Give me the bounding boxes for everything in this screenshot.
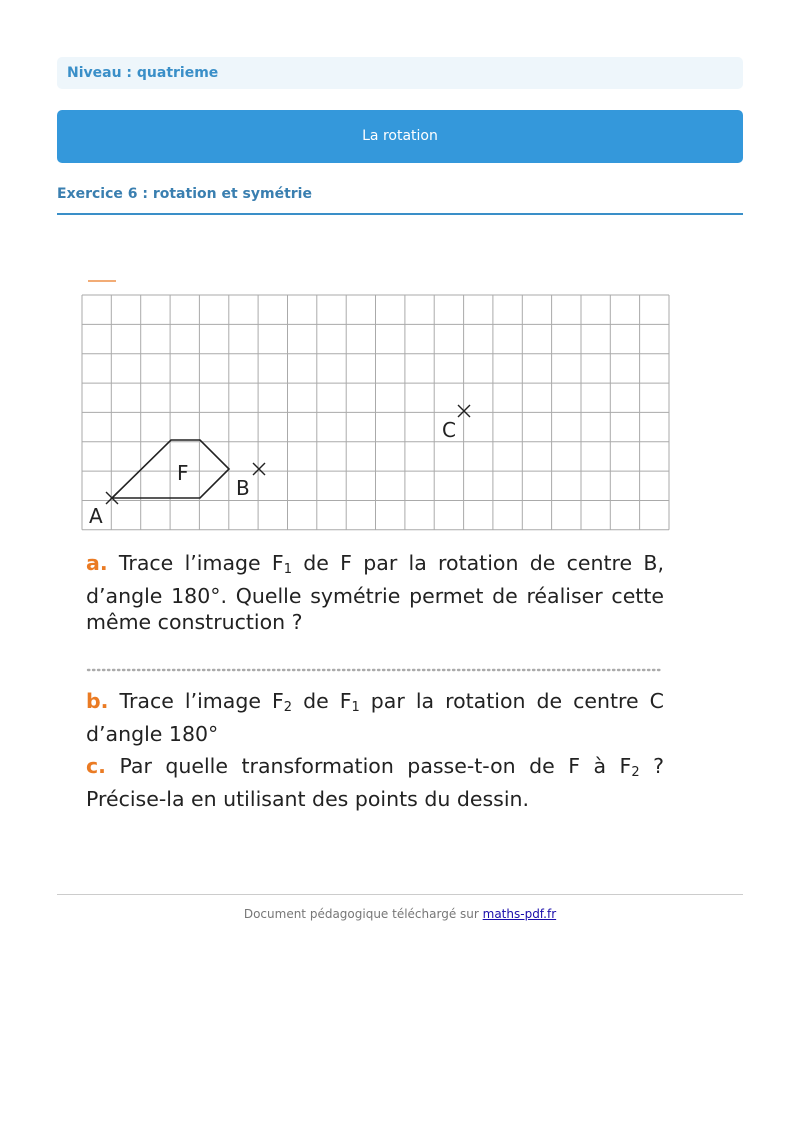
point-b-label: B (236, 476, 250, 500)
question-b-text-3: par la rotation de centre C d’angle 180° (86, 689, 664, 746)
question-a-sub-1: 1 (283, 562, 292, 577)
point-b (236, 463, 265, 500)
question-a (86, 550, 664, 635)
question-b-sub-1: 2 (283, 700, 293, 715)
point-a-label: A (89, 504, 103, 528)
question-c-text-1: Par quelle transformation passe-t-on de F à F (105, 754, 632, 778)
question-b-text-1: Trace l’image F (108, 689, 284, 713)
footer-link[interactable]: maths-pdf.fr (482, 907, 557, 921)
footer (57, 907, 743, 921)
question-c-letter: c. (86, 754, 106, 778)
footer-text: Document pédagogique téléchargé sur (243, 907, 483, 921)
title-banner (57, 110, 743, 163)
grid (82, 295, 669, 530)
question-c-sub-1: 2 (631, 765, 640, 780)
question-b-text-2: de F (292, 689, 352, 713)
page-title: La rotation (362, 128, 438, 144)
question-a-text-1: Trace l’image F (107, 551, 284, 575)
point-c-label: C (442, 418, 456, 442)
point-c (442, 405, 470, 442)
level-label: Niveau : quatrieme (67, 65, 219, 81)
level-box (57, 57, 743, 89)
question-b-sub-2: 1 (351, 700, 360, 715)
question-c-text-2: ? Précise-la en utilisant des points du dessin. (86, 754, 664, 811)
exercise-title: Exercice 6 : rotation et symétrie (57, 186, 743, 215)
shape-f-label: F (177, 461, 189, 485)
footer-divider (57, 894, 743, 895)
question-a-letter: a. (86, 551, 108, 575)
question-b (86, 688, 664, 747)
question-a-text-2: de F par la rotation de centre B, d’angle 180°. Quelle symétrie permet de réaliser cette même construction ? (86, 551, 664, 634)
question-b-letter: b. (86, 689, 109, 713)
question-c (86, 753, 664, 812)
